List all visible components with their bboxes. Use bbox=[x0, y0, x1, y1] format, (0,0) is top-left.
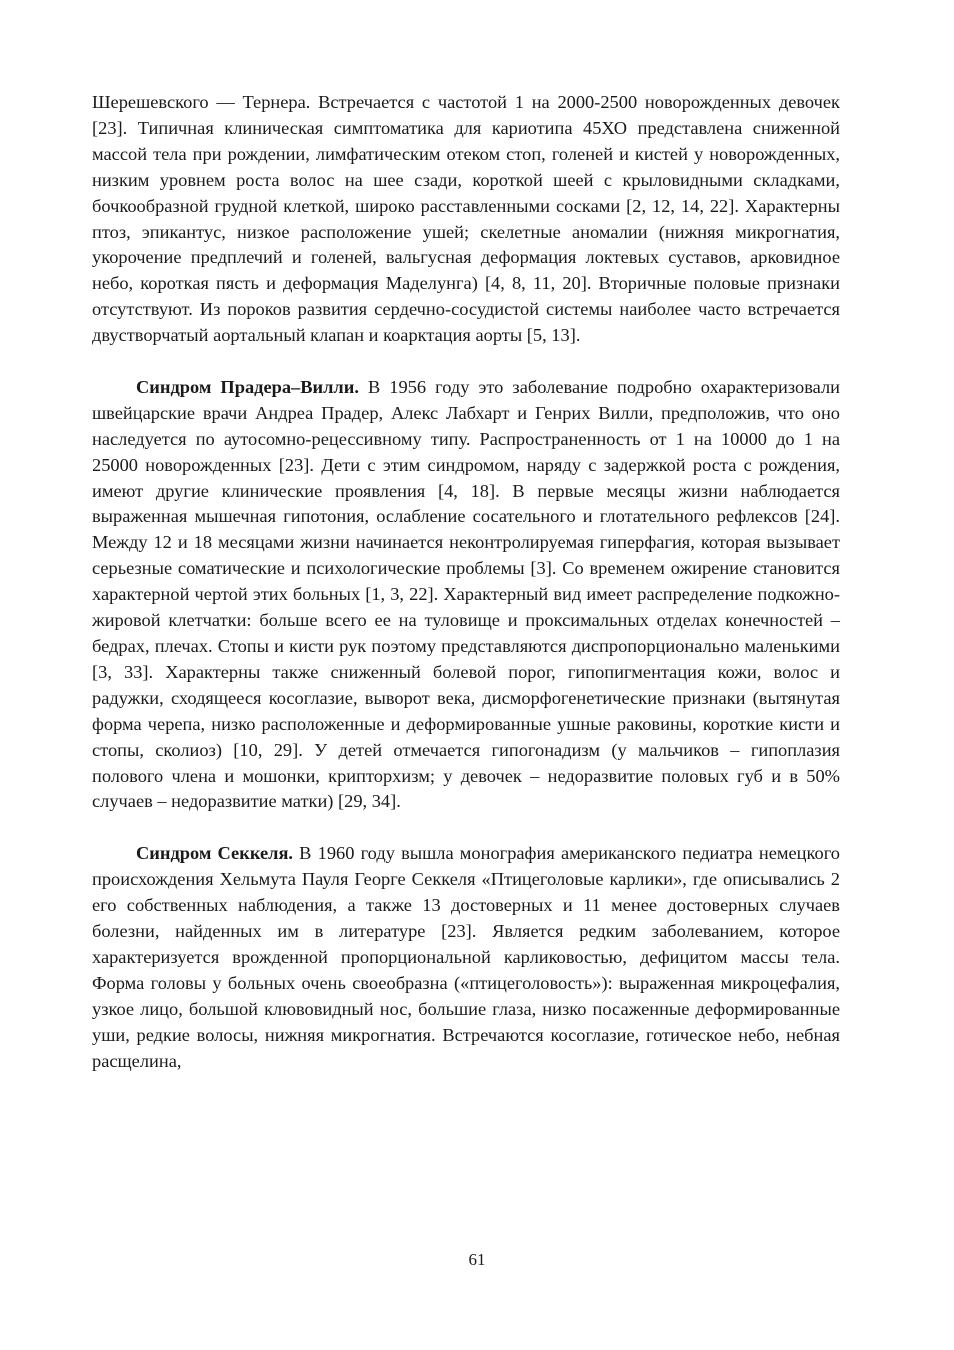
paragraph-text: Шерешевского — Тернера. Встречается с частотой 1 на 2000-2500 новорожденных девочек [23]. Типичная клиническая симптоматика для кариотипа 45ХО представлена сниженной массой тела при рождении, лимфатическим отеком стоп, голеней и кистей у новорожденных, низким уровнем роста волос на шее сзади, короткой шеей с крыловидными складками, бочкообразной грудной клеткой, широко расставленными сосками [2, 12, 14, 22]. Характерны птоз, эпикантус, низкое расположение ушей; скелетные аномалии (нижняя микрогнатия, укорочение предплечий и голеней, вальгусная деформация локтевых суставов, арковидное небо, короткая пясть и деформация Маделунга) [4, 8, 11, 20]. Вторичные половые признаки отсутствуют. Из пороков развития сердечно-сосудистой системы наиболее часто встречается двустворчатый аортальный клапан и коарктация аорты [5, 13]. bbox=[92, 92, 840, 346]
page-number: 61 bbox=[468, 1250, 486, 1269]
section-heading-prader-willi: Синдром Прадера–Вилли. bbox=[136, 376, 359, 397]
paragraph-text: В 1960 году вышла монография американского педиатра немецкого происхождения Хельмута Пауля Георге Секкеля «Птицеголовые карлики», где описывались 2 его собственных наблюдения, а также 13 достоверных и 11 менее достоверных случаев болезни, найденных им в литературе [23]. Является редким заболеванием, которое характеризуется врожденной пропорциональной карликовостью, дефицитом массы тела. Форма головы у больных очень своеобразна («птицеголовость»): выраженная микроцефалия, узкое лицо, большой клювовидный нос, большие глаза, низко посаженные деформированные уши, редкие волосы, нижняя микрогнатия. Встречаются косоглазие, готическое небо, небная расщелина, bbox=[92, 843, 841, 1071]
paragraph-text: В 1956 году это заболевание подробно охарактеризовали швейцарские врачи Андреа Прадер, Алекс Лабхарт и Генрих Вилли, предположив, что оно наследуется по аутосомно-рецессивному типу. Распространенность от 1 на 10000 до 1 на 25000 новорожденных [23]. Дети с этим синдромом, наряду с задержкой роста с рождения, имеют другие клинические проявления [4, 18]. В первые месяцы жизни наблюдается выраженная мышечная гипотония, ослабление сосательного и глотательного рефлексов [24]. Между 12 и 18 месяцами жизни начинается неконтролируемая гиперфагия, которая вызывает серьезные соматические и психологические проблемы [3]. Со временем ожирение становится характерной чертой этих больных [1, 3, 22]. Характерный вид имеет распределение подкожно-жировой клетчатки: больше всего ее на туловище и проксимальных отделах конечностей – бедрах, плечах. Стопы и кисти рук поэтому представляются диспропорционально маленькими [3, 33]. Характерны также сниженный болевой порог, гипопигментация кожи, волос и радужки, сходящееся косоглазие, выворот века, дисморфогенетические признаки (вытянутая форма черепа, низко расположенные и деформированные ушные раковины, короткие кисти и стопы, сколиоз) [10, 29]. У детей отмечается гипогонадизм (у мальчиков – гипоплазия полового члена и мошонки, крипторхизм; у девочек – недоразвитие половых губ и в 50% случаев – недоразвитие матки) [29, 34]. bbox=[92, 376, 840, 812]
page-body bbox=[92, 90, 840, 1074]
paragraph-prader-willi bbox=[92, 375, 840, 815]
paragraph-seckel bbox=[92, 841, 840, 1074]
section-heading-seckel: Синдром Секкеля. bbox=[136, 843, 293, 864]
paragraph-turner-continued bbox=[92, 90, 840, 349]
